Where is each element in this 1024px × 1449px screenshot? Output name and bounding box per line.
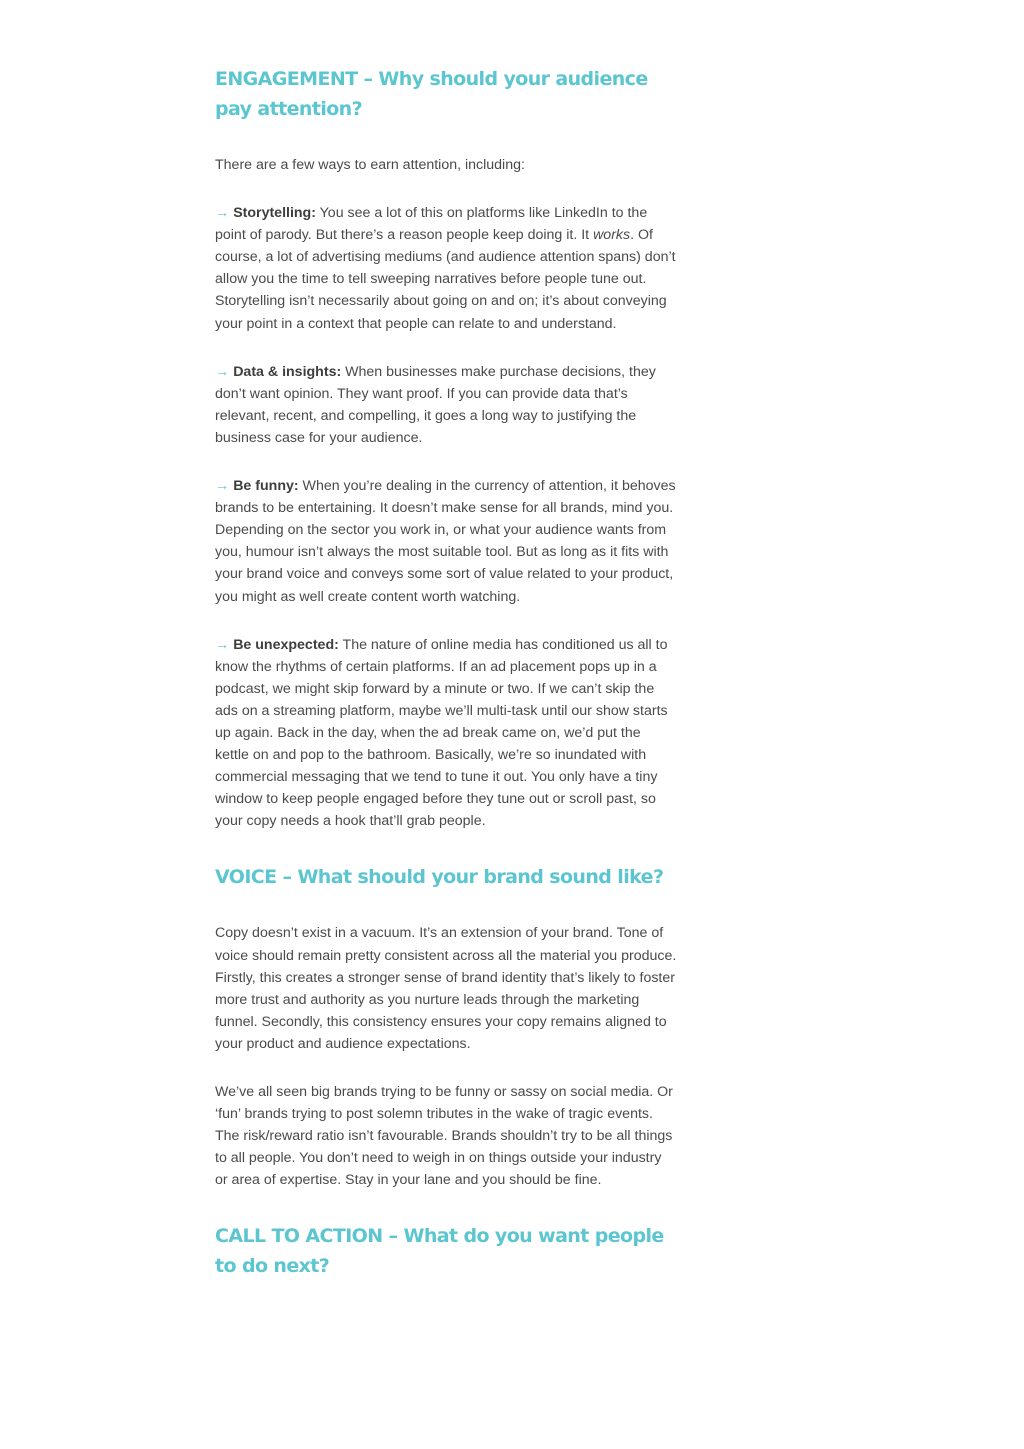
arrow-right-icon: → xyxy=(215,205,230,222)
item-text: When businesses make purchase decisions, they don’t want opinion. They want proof. If you can provide data that’s relevant, recent, and compelling, it goes a long way to justifying the business case for your audience. xyxy=(215,363,656,446)
item-term: Be funny: xyxy=(233,478,299,495)
item-text: . Of course, a lot of advertising mediums (and audience attention spans) don’t allow you the time to tell sweeping narratives before people tune out. Storytelling isn’t necessarily about going on and on; it’s about conveying your point in a context that people can relate to and understand. xyxy=(215,227,676,332)
item-text: When you’re dealing in the currency of attention, it behoves brands to be entertaining. It doesn’t make sense for all brands, mind you. Depending on the sector you work in, or what your audience wants from you, humour isn’t always the most suitable tool. But as long as it fits with your brand voice and conveys some sort of value related to your product, you might as well create content worth watching. xyxy=(215,478,676,605)
item-emphasis: works xyxy=(593,227,631,244)
item-text: The nature of online media has conditioned us all to know the rhythms of certain platforms. If an ad placement pops up in a podcast, we might skip forward by a minute or two. If we can’t skip the ads on a streaming platform, maybe we’ll multi-task until our show starts up again. Back in the day, when the ad break came on, we’d put the kettle on and pop to the bathroom. Basically, we’re so inundated with commercial messaging that we tend to tune it out. You only have a tiny window to keep people engaged before they tune out or scroll past, so your copy needs a hook that’ll grab people. xyxy=(215,636,668,830)
item-term: Data & insights: xyxy=(233,363,342,380)
engagement-heading: ENGAGEMENT – Why should your audience pay attention? xyxy=(215,68,648,120)
list-item-data-insights xyxy=(215,361,677,449)
item-term: Storytelling: xyxy=(233,205,316,222)
article-body xyxy=(215,64,677,1281)
arrow-right-icon: → xyxy=(215,636,230,653)
arrow-right-icon: → xyxy=(215,363,230,380)
item-term: Be unexpected: xyxy=(233,636,339,653)
list-item-be-funny xyxy=(215,475,677,608)
engagement-intro: There are a few ways to earn attention, including: xyxy=(215,157,525,173)
arrow-right-icon: → xyxy=(215,478,230,495)
cta-heading: CALL TO ACTION – What do you want people to do next? xyxy=(215,1225,664,1278)
item-text: You see a lot of this on platforms like LinkedIn to the point of parody. But there’s a reason people keep doing it. It xyxy=(215,205,648,244)
list-item-storytelling xyxy=(215,202,677,335)
list-item-be-unexpected xyxy=(215,634,677,833)
voice-paragraph: We’ve all seen big brands trying to be funny or sassy on social media. Or ‘fun’ brands trying to post solemn tributes in the wake of tragic events. The risk/reward ratio isn’t favourable. Brands shouldn’t try to be all things to all people. You don’t need to weigh in on things outside your industry or area of expertise. Stay in your lane and you should be fine. xyxy=(215,1084,673,1189)
voice-heading: VOICE – What should your brand sound like? xyxy=(215,866,664,889)
voice-paragraph: Copy doesn’t exist in a vacuum. It’s an extension of your brand. Tone of voice should remain pretty consistent across all the material you produce. Firstly, this creates a stronger sense of brand identity that’s likely to foster more trust and authority as you nurture leads through the marketing funnel. Secondly, this consistency ensures your copy remains aligned to your product and audience expectations. xyxy=(215,925,677,1052)
